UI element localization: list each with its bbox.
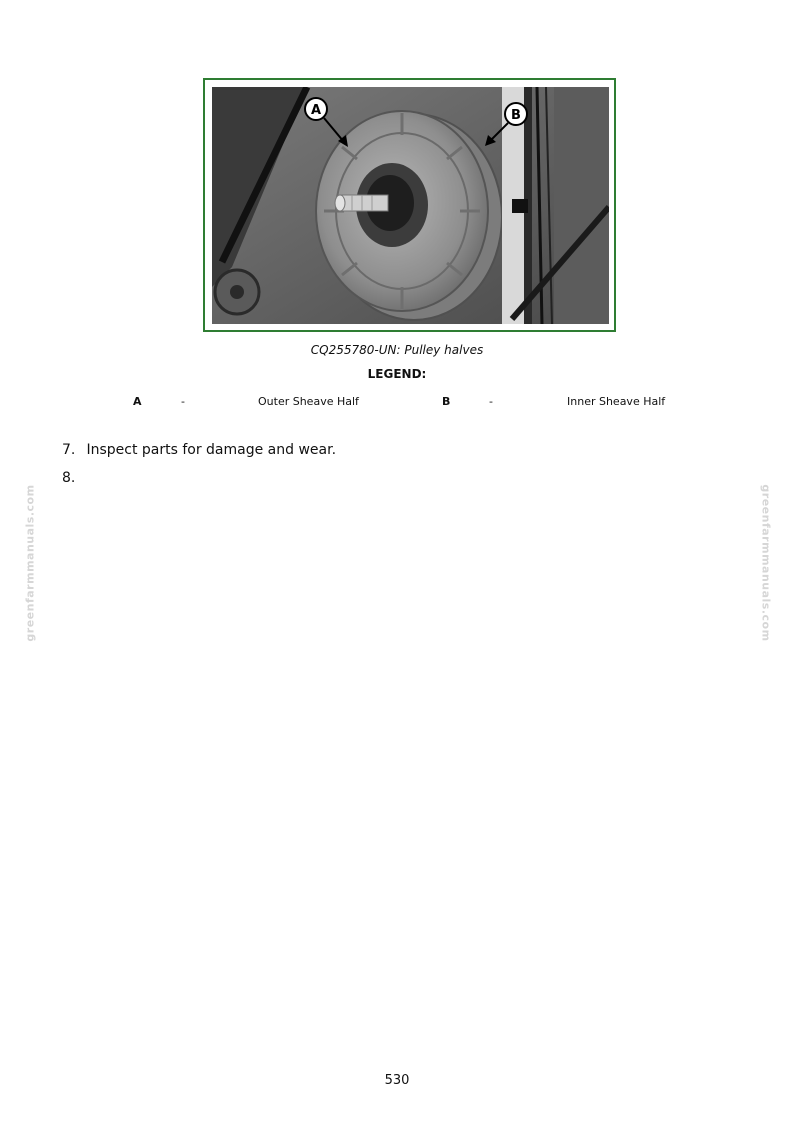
pulley-halves-illustration xyxy=(212,87,609,324)
step-number: 7. xyxy=(62,442,76,458)
legend-key-a: A xyxy=(133,395,142,408)
legend-separator-b: - xyxy=(489,395,493,408)
svg-text:B: B xyxy=(511,108,521,123)
watermark-left: greenfarmmanuals.com xyxy=(23,484,37,642)
page-number: 530 xyxy=(384,1073,410,1088)
step-text: Inspect parts for damage and wear. xyxy=(86,442,337,458)
legend-key-b: B xyxy=(442,395,451,408)
step-8 xyxy=(62,470,82,486)
figure-caption: CQ255780-UN: Pulley halves xyxy=(310,343,484,357)
legend-title: LEGEND: xyxy=(367,367,427,381)
legend-label-a: Outer Sheave Half xyxy=(258,395,359,408)
pulley-photo xyxy=(212,87,609,324)
step-number: 8. xyxy=(62,470,76,486)
svg-text:A: A xyxy=(310,103,322,118)
step-7 xyxy=(62,442,336,458)
legend-separator-a: - xyxy=(181,395,185,408)
figure-frame xyxy=(203,78,616,332)
legend-label-b: Inner Sheave Half xyxy=(567,395,666,408)
watermark-right: greenfarmmanuals.com xyxy=(759,484,773,642)
